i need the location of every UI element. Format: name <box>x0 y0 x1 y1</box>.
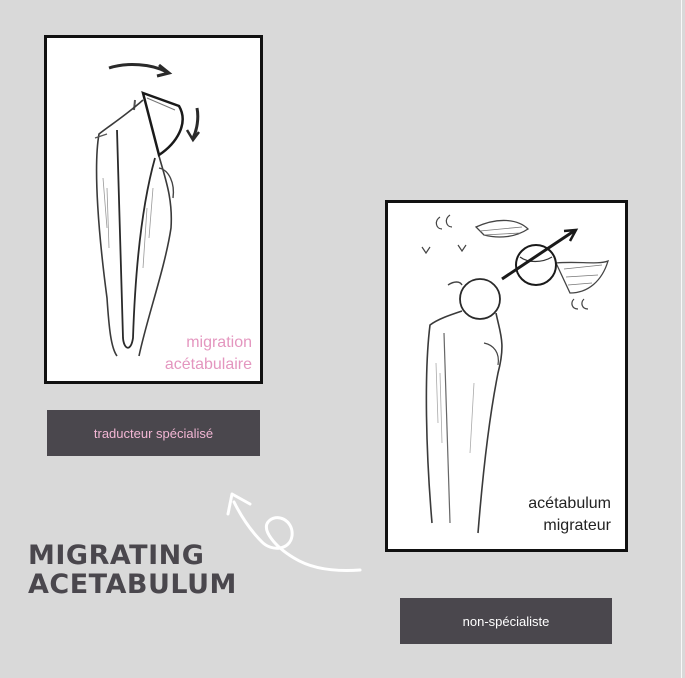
right-caption-line1: acétabulum <box>528 495 611 512</box>
curved-arrow-icon <box>222 480 372 580</box>
femur-implant-sketch-icon <box>47 38 260 381</box>
nonspecialist-label: non-spécialiste <box>400 598 612 644</box>
specialist-translator-label: traducteur spécialisé <box>47 410 260 456</box>
headline-line2: ACETABULUM <box>28 569 237 600</box>
headline-title <box>28 541 237 599</box>
right-caption-line2: migrateur <box>543 517 611 534</box>
nonspecialist-illustration-panel <box>385 200 628 552</box>
specialist-illustration-panel <box>44 35 263 384</box>
headline-line1: MIGRATING <box>28 540 205 571</box>
left-caption-line1: migration <box>186 334 252 351</box>
left-panel-caption <box>165 332 252 376</box>
edge-line <box>681 0 682 678</box>
left-caption-line2: acétabulaire <box>164 356 252 373</box>
right-panel-caption <box>528 493 611 537</box>
